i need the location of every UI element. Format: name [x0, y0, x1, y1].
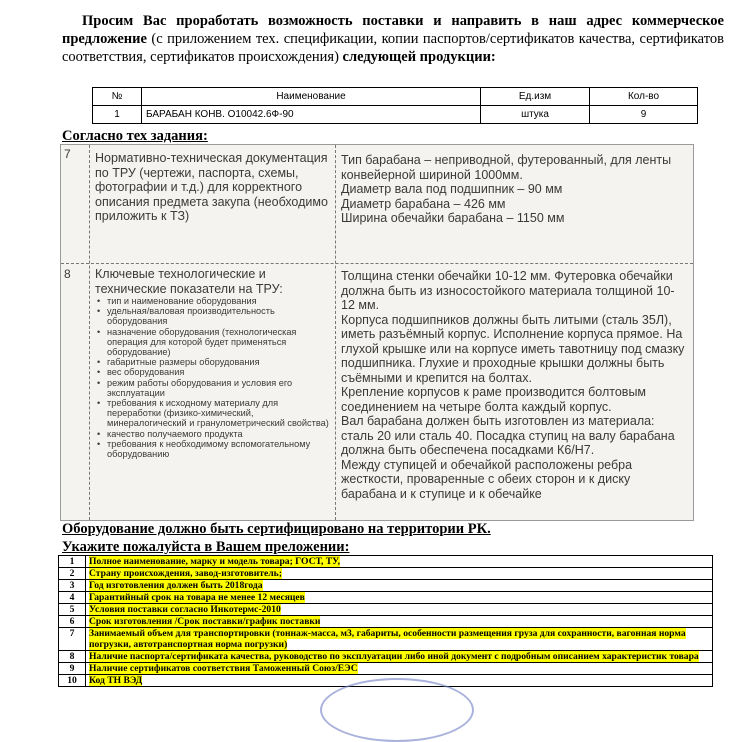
- req-text: Полное наименование, марку и модель товара; ГОСТ, ТУ,: [86, 556, 713, 568]
- intro-products: следующей продукции:: [342, 49, 496, 65]
- intro-attachments: (с приложением тех. спецификации, копии паспортов/сертификатов качества, сертификатов соответствия, сертификатов происхождения): [62, 31, 724, 65]
- req-number: 2: [59, 568, 86, 580]
- req-text: Условия поставки согласно Инкотермс-2010: [86, 604, 713, 616]
- list-item: • требования к исходному материалу для переработки (физико-химический, минералогический и гранулометрический свойства): [107, 398, 331, 429]
- scan-row8-title: Ключевые технологические и технические показатели на ТРУ:: [95, 267, 283, 296]
- req-text: Срок изготовления /Срок поставки/график поставки: [86, 616, 713, 628]
- table-row: [59, 592, 713, 604]
- table-row: [59, 604, 713, 616]
- row-unit: штука: [481, 106, 590, 124]
- table-row: [59, 580, 713, 592]
- table-row: [59, 628, 713, 651]
- scan-divider: [89, 145, 90, 520]
- list-item: • назначение оборудования (технологическая операция для которой будет применяться оборудование): [107, 327, 331, 358]
- product-table-header: [93, 88, 698, 106]
- req-text: Страну происхождения, завод-изготовитель;: [86, 568, 713, 580]
- req-text: Код ТН ВЭД: [86, 675, 713, 687]
- req-text: Наличие сертификатов соответствия Таможенный Союз/ЕЭС: [86, 663, 713, 675]
- req-text: Гарантийный срок на товара не менее 12 месяцев: [86, 592, 713, 604]
- col-name: Наименование: [142, 88, 481, 106]
- row-quantity: 9: [590, 106, 698, 124]
- product-table: [92, 87, 698, 124]
- intro-paragraph: [62, 12, 724, 66]
- req-text: Наличие паспорта/сертификата качества, руководство по эксплуатации либо иной документ с подробным описанием характеристик товара: [86, 651, 713, 663]
- req-number: 1: [59, 556, 86, 568]
- table-row: [59, 616, 713, 628]
- req-number: 9: [59, 663, 86, 675]
- table-row: [93, 106, 698, 124]
- intro-request: Просим Вас проработать возможность поставки и направить в наш адрес коммерческое предложение: [62, 13, 724, 47]
- list-item: • требования к необходимому вспомогательному оборудованию: [107, 439, 331, 459]
- requirements-table: [58, 555, 713, 687]
- scanned-spec-image: [60, 144, 694, 521]
- col-quantity: Кол-во: [590, 88, 698, 106]
- list-item: • вес оборудования: [107, 367, 331, 377]
- req-number: 8: [59, 651, 86, 663]
- req-number: 4: [59, 592, 86, 604]
- col-number: №: [93, 88, 142, 106]
- table-row: [59, 663, 713, 675]
- req-text: Год изготовления должен быть 2018года: [86, 580, 713, 592]
- table-row: [59, 651, 713, 663]
- table-row: [59, 568, 713, 580]
- req-number: 3: [59, 580, 86, 592]
- row-name: БАРАБАН КОНВ. О10042.6Ф-90: [142, 106, 481, 124]
- scan-row8-right: Толщина стенки обечайки 10-12 мм. Футеровка обечайки должна быть из износостойкого материала толщиной 10-12 мм. Корпуса подшипников должны быть литыми (сталь 35Л), иметь разъёмный корпус. Исполнение корпуса прямое. На глухой крышке или на корпусе иметь тавотницу под смазку подшипника. Глухие и проходные крышки должны быть съёмными и крепится на болтах. Крепление корпусов к раме производится болтовым соединением на четыре болта каждый корпус. Вал барабана должен быть изготовлен из материала: сталь 20 или сталь 40. Посадка ступиц на валу барабана должна быть обеспечена посадками К6/Н7. Между ступицей и обечайкой расположены ребра жесткости, проваренные с обеих сторон и к диску барабана и к ступице и к обечайке: [341, 269, 685, 501]
- list-item: • тип и наименование оборудования: [107, 296, 331, 306]
- scan-bullet-list: [95, 296, 331, 459]
- scan-divider: [61, 263, 693, 264]
- col-unit: Ед.изм: [481, 88, 590, 106]
- scan-row8-number: 8: [64, 267, 71, 281]
- req-number: 10: [59, 675, 86, 687]
- req-text: Занимаемый объем для транспортировки (тоннаж-масса, м3, габариты, особенности размещения груза для сохранности, вагонная норма погрузки, автотранспортная норма погрузки): [86, 628, 713, 651]
- scan-divider: [335, 145, 336, 520]
- certification-line: Оборудование должно быть сертифицировано на территории РК.: [62, 521, 491, 537]
- list-item: • удельная/валовая производительность оборудования: [107, 306, 331, 326]
- list-item: • режим работы оборудования и условия его эксплуатации: [107, 378, 331, 398]
- list-item: • качество получаемого продукта: [107, 429, 331, 439]
- scan-row7-right: Тип барабана – неприводной, футерованный, для ленты конвейерной шириной 1000мм. Диаметр вала под подшипник – 90 мм Диаметр барабана – 426 мм Ширина обечайки барабана – 1150 мм: [341, 153, 672, 225]
- request-heading: Укажите пожалуйста в Вашем прeложении:: [62, 539, 350, 555]
- table-row: [59, 556, 713, 568]
- scan-row7-number: 7: [64, 147, 71, 161]
- spec-heading: Согласно тех задания:: [62, 128, 208, 144]
- scan-row7-left: Нормативно-техническая документация по ТРУ (чертежи, паспорта, схемы, фотографии и т.д.) для корректного описания предмета закупа (необходимо приложить к ТЗ): [95, 151, 328, 223]
- stamp-seal: [320, 678, 474, 742]
- req-number: 5: [59, 604, 86, 616]
- scan-row8-left: [95, 267, 331, 459]
- req-number: 6: [59, 616, 86, 628]
- list-item: • габаритные размеры оборудования: [107, 357, 331, 367]
- row-number: 1: [93, 106, 142, 124]
- req-number: 7: [59, 628, 86, 651]
